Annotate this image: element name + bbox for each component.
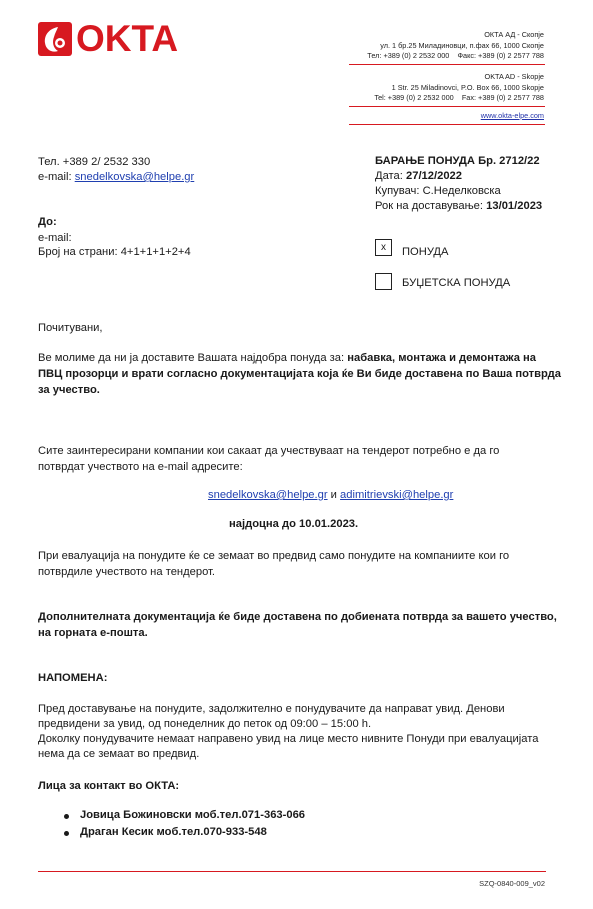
request-date-row (375, 169, 462, 184)
offer-checkbox-label: ПОНУДА (402, 246, 449, 258)
company-phones-en: Tel: +389 (0) 2 2532 000 Fax: +389 (0) 2 2577 788 (374, 93, 544, 102)
form-code: SZQ-0840-009_v02 (479, 879, 545, 888)
sender-tel: Тел. +389 2/ 2532 330 (38, 156, 151, 168)
note-title: НАПОМЕНА: (38, 672, 108, 684)
request-deadline: 13/01/2023 (486, 200, 543, 212)
intro-line-3: за учество. (38, 384, 100, 396)
note-line-4: нема да се земаат во предвид. (38, 748, 200, 760)
footer-divider (38, 871, 546, 872)
request-deadline-row (375, 199, 542, 214)
company-info-en (374, 72, 544, 104)
intro-line-2: ПВЦ прозорци и врати согласно документацијата која ќе Ви биде доставена по Ваша потврда (38, 368, 561, 380)
confirmation-deadline: најдоцна до 10.01.2023. (229, 518, 359, 530)
company-info-mk (367, 30, 544, 62)
request-title: БАРАЊЕ ПОНУДА Бр. 2712/22 (375, 155, 540, 167)
confirmation-email-2-link[interactable]: adimitrievski@helpe.gr (340, 489, 454, 501)
contact-item: Јовица Божиновски моб.тел.071-363-066 (80, 809, 306, 821)
evaluation-line-2: потврдиле учеството на тендерот. (38, 566, 216, 578)
greeting: Почитувани, (38, 322, 103, 334)
confirmation-emails (208, 488, 453, 503)
company-website-row (481, 111, 544, 122)
participation-line-2: потврдат учеството на e-mail адресите: (38, 461, 243, 473)
contacts-title: Лица за контакт во ОКТА: (38, 780, 180, 792)
request-date-label: Дата: (375, 170, 406, 182)
budget-offer-checkbox-label: БУЏЕТСКА ПОНУДА (402, 277, 511, 289)
budget-offer-checkbox[interactable] (375, 273, 392, 290)
to-label: До: (38, 216, 57, 228)
bullet-icon (64, 814, 69, 819)
request-buyer: Купувач: С.Неделковска (375, 185, 501, 197)
intro-subject: набавка, монтажа и демонтажа на (347, 352, 537, 364)
note-line-2: предвидени за увид, од понеделник до петок од 09:00 – 15:00 h. (38, 718, 372, 730)
header-divider (349, 106, 545, 107)
offer-checkbox[interactable]: x (375, 239, 392, 256)
company-website-link[interactable]: www.okta-elpe.com (480, 111, 544, 120)
okta-logo-mark-icon (38, 20, 76, 58)
company-name-mk: ОКТА АД - Скопје (484, 30, 544, 39)
okta-logo (38, 20, 183, 62)
sender-email-label: e-mail: (38, 171, 75, 183)
request-date: 27/12/2022 (406, 170, 462, 182)
note-line-1: Пред доставување на понудите, задолжително е понудувачите да направат увид. Денови (38, 703, 505, 715)
to-email: e-mail: (38, 232, 72, 244)
company-name-en: OKTA AD - Skopje (484, 72, 544, 81)
okta-logo-text: OKTA (76, 18, 179, 59)
page-count: Број на страни: 4+1+1+1+2+4 (38, 246, 191, 258)
intro-text: Ве молиме да ни ја доставите Вашата најдобра понуда за: (38, 352, 348, 364)
company-address-en: 1 Str. 25 Miladinovci, P.O. Box 66, 1000 Skopje (391, 82, 544, 92)
intro-line-1 (38, 351, 536, 366)
request-deadline-label: Рок на доставување: (375, 200, 487, 212)
sender-email-row (38, 170, 194, 185)
evaluation-line-1: При евалуација на понудите ќе се земаат во предвид само понудите на компаниите кои го (38, 550, 510, 562)
company-phones-mk: Тел: +389 (0) 2 2532 000 Факс: +389 (0) 2 2577 788 (367, 51, 544, 60)
company-address-mk: ул. 1 бр.25 Миладиновци, п.фах 66, 1000 Скопје (380, 40, 544, 50)
contact-item: Драган Кесик моб.тел.070-933-548 (80, 826, 267, 838)
bullet-icon (64, 831, 69, 836)
header-divider (349, 64, 545, 65)
participation-line-1: Сите заинтересирани компании кои сакаат да учествуваат на тендерот потребно е да го (38, 445, 500, 457)
sender-email-link[interactable]: snedelkovska@helpe.gr (74, 171, 195, 183)
confirmation-email-1-link[interactable]: snedelkovska@helpe.gr (208, 489, 328, 501)
additional-docs-line-2: на горната е-пошта. (38, 627, 148, 639)
additional-docs-line-1: Дополнителната документација ќе биде доставена по добиената потврда за вашето учество, (38, 611, 557, 623)
and-text: и (327, 489, 341, 501)
note-line-3: Доколку понудувачите немаат направено увид на лице место нивните Понуди при евалуацијата (38, 733, 539, 745)
header-divider (349, 124, 545, 125)
